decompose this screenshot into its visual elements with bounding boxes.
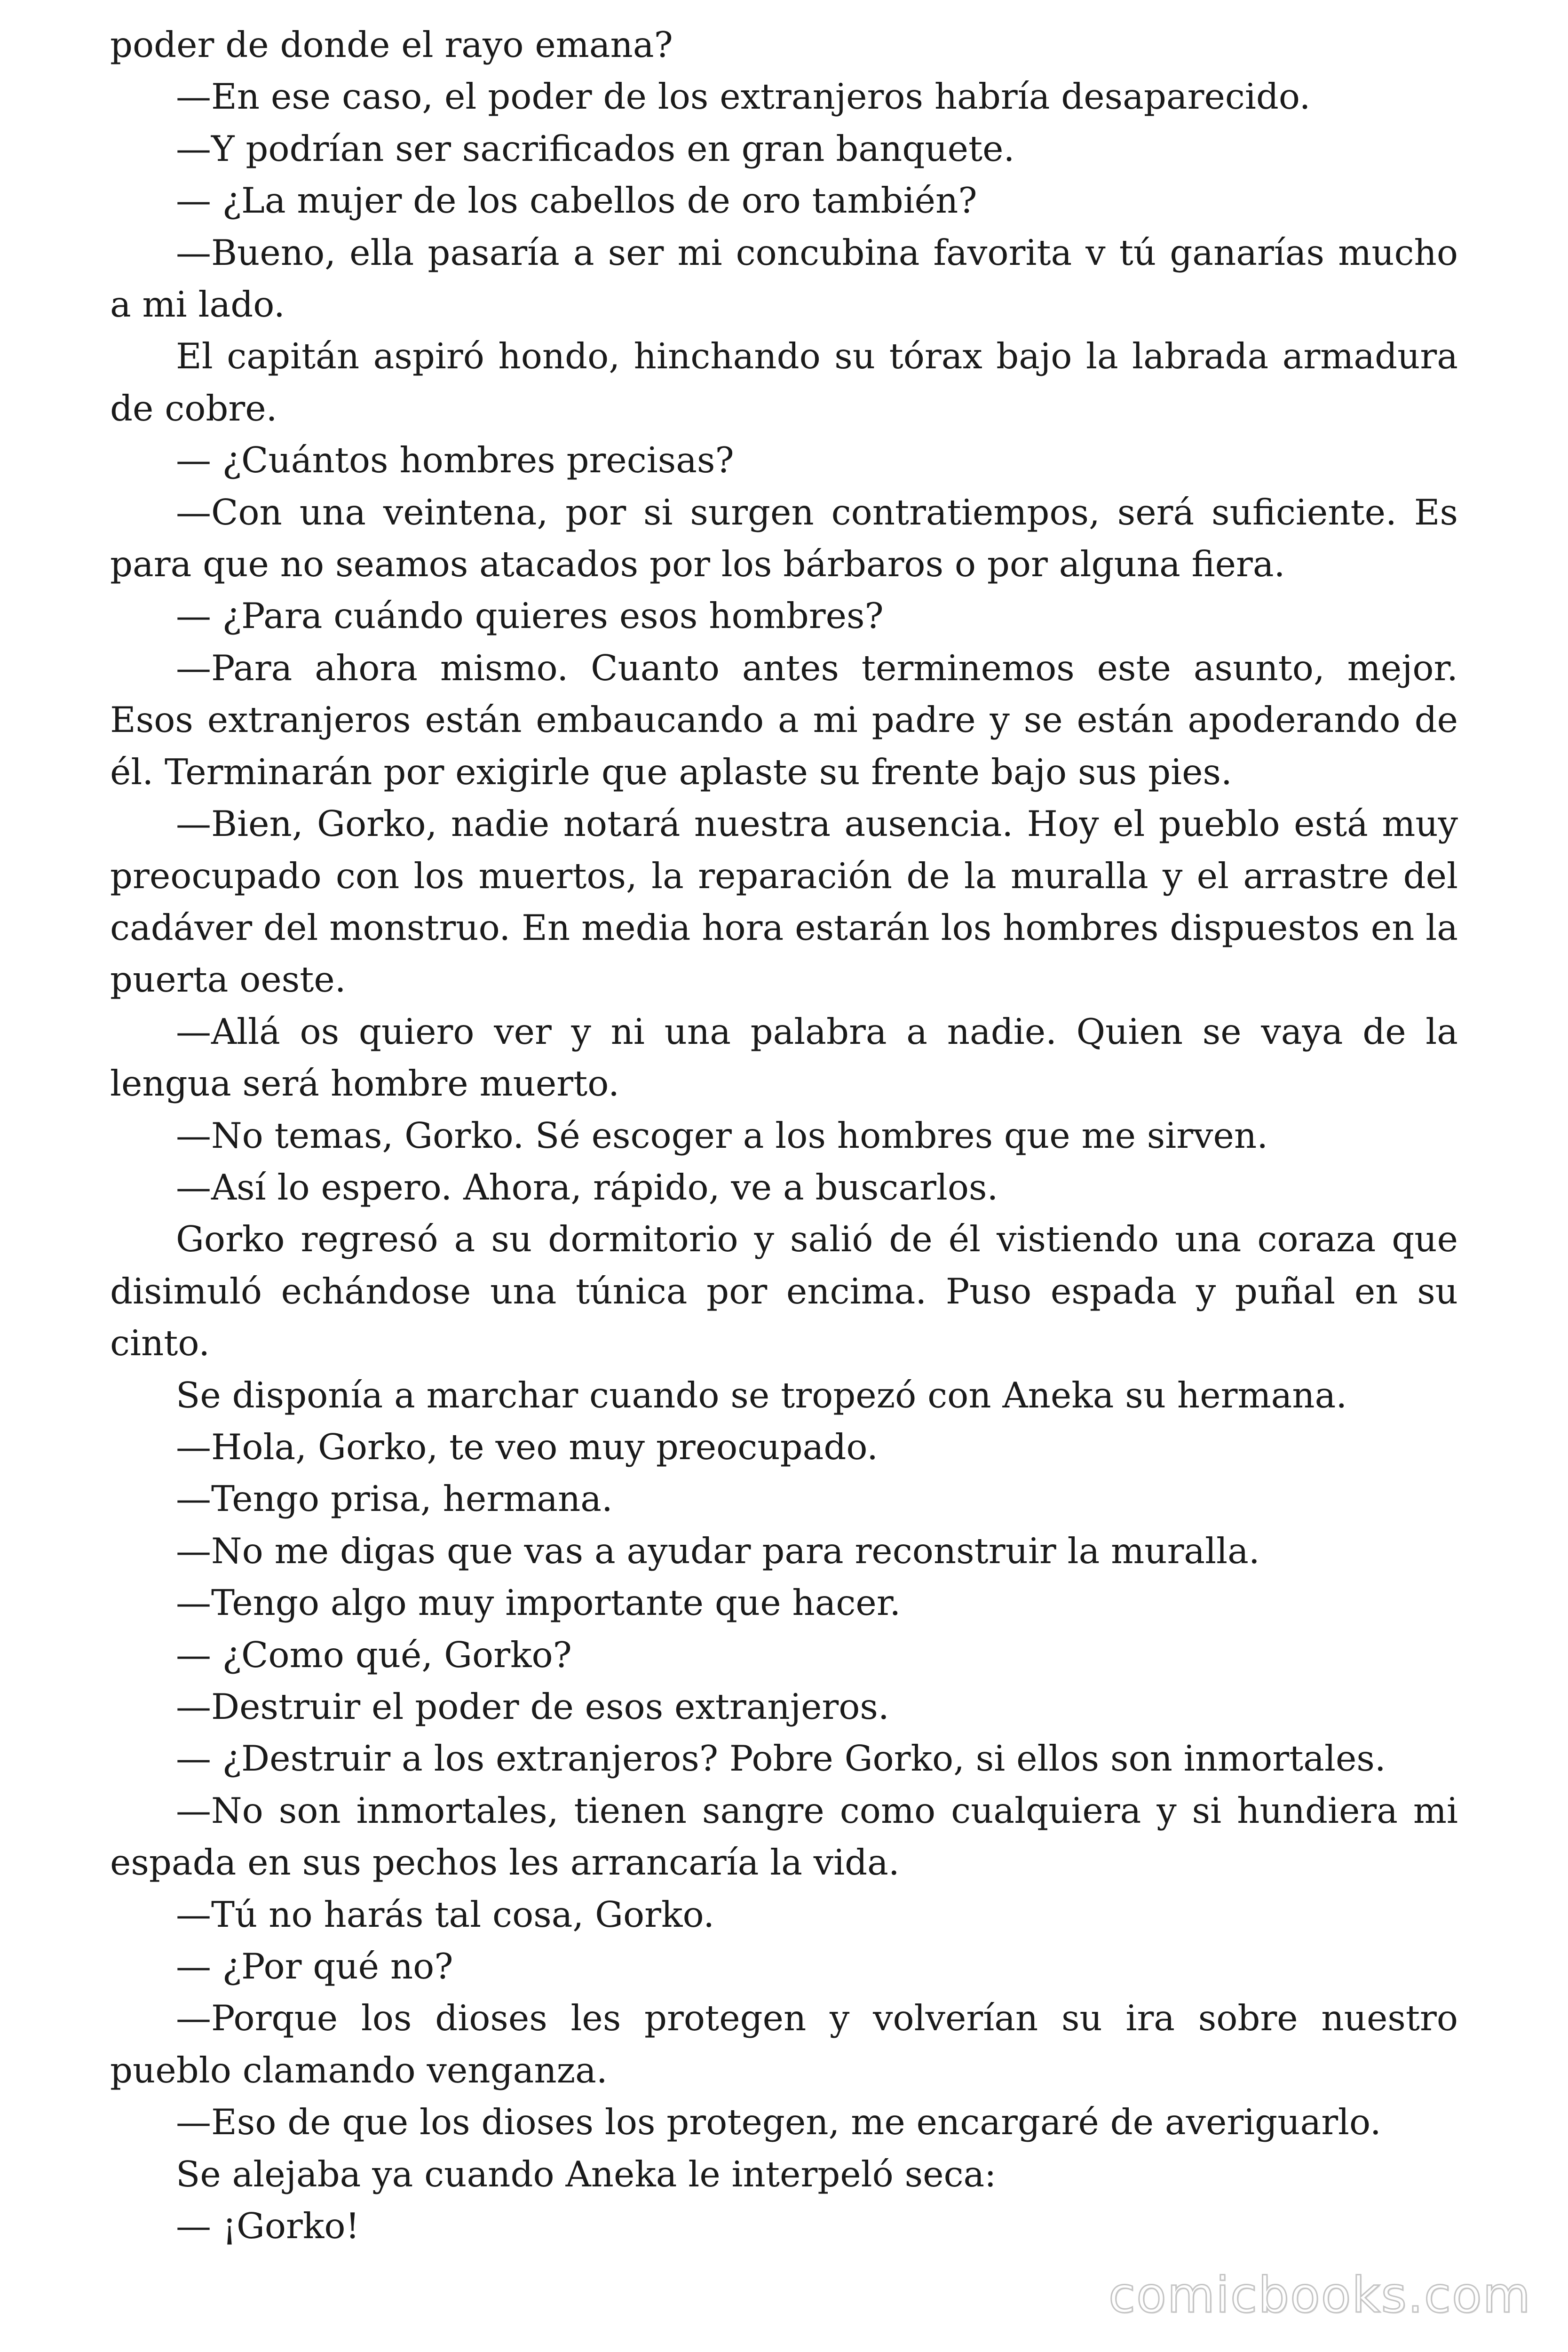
paragraph: El capitán aspiró hondo, hinchando su tórax bajo la labrada armadura de cobre. <box>110 335 1458 429</box>
paragraph: —Con una veintena, por si surgen contratiempos, será suficiente. Es para que no seamos atacados por los bárbaros o por alguna fiera. <box>110 491 1458 585</box>
paragraph: —No temas, Gorko. Sé escoger a los hombres que me sirven. <box>176 1114 1268 1156</box>
paragraph: — ¿Para cuándo quieres esos hombres? <box>176 595 884 637</box>
paragraph: Se disponía a marchar cuando se tropezó con Aneka su hermana. <box>176 1374 1347 1416</box>
paragraph: —Allá os quiero ver y ni una palabra a nadie. Quien se vaya de la lengua será hombre muerto. <box>110 1010 1458 1104</box>
paragraph: —Bien, Gorko, nadie notará nuestra ausencia. Hoy el pueblo está muy preocupado con los muertos, la reparación de la muralla y el arrastre del cadáver del monstruo. En media hora estarán los hombres dispuestos en la puerta oeste. <box>110 803 1458 1001</box>
paragraph: —Bueno, ella pasaría a ser mi concubina favorita v tú ganarías mucho a mi lado. <box>110 231 1458 326</box>
watermark: comicbooks.com <box>1108 2266 1531 2324</box>
paragraph: — ¿La mujer de los cabellos de oro también? <box>176 180 977 222</box>
paragraph: —Destruir el poder de esos extranjeros. <box>176 1686 889 1727</box>
paragraph: —Tú no harás tal cosa, Gorko. <box>176 1893 715 1935</box>
paragraph: Gorko regresó a su dormitorio y salió de él vistiendo una coraza que disimuló echándose una túnica por encima. Puso espada y puñal en su cinto. <box>110 1218 1458 1364</box>
paragraph: Se alejaba ya cuando Aneka le interpeló seca: <box>176 2153 997 2195</box>
paragraph: — ¿Cuántos hombres precisas? <box>176 439 734 481</box>
paragraph: —Porque los dioses les protegen y volverían su ira sobre nuestro pueblo clamando venganza. <box>110 1997 1458 2091</box>
paragraph: — ¡Gorko! <box>176 2205 360 2247</box>
paragraph: —No me digas que vas a ayudar para reconstruir la muralla. <box>176 1530 1260 1572</box>
paragraph: —Eso de que los dioses los protegen, me encargaré de averiguarlo. <box>176 2101 1381 2143</box>
paragraph: — ¿Destruir a los extranjeros? Pobre Gorko, si ellos son inmortales. <box>176 1738 1386 1780</box>
paragraph: —En ese caso, el poder de los extranjeros habría desaparecido. <box>176 76 1311 118</box>
paragraph: —No son inmortales, tienen sangre como cualquiera y si hundiera mi espada en sus pechos les arrancaría la vida. <box>110 1789 1458 1883</box>
paragraph: poder de donde el rayo emana? <box>110 24 673 65</box>
paragraph: —Para ahora mismo. Cuanto antes terminemos este asunto, mejor. Esos extranjeros están embaucando a mi padre y se están apoderando de él. Terminarán por exigirle que aplaste su frente bajo sus pies. <box>110 647 1458 793</box>
paragraph: — ¿Como qué, Gorko? <box>176 1634 572 1676</box>
paragraph: —Tengo algo muy importante que hacer. <box>176 1582 901 1624</box>
paragraph: —Hola, Gorko, te veo muy preocupado. <box>176 1426 879 1468</box>
paragraph: — ¿Por qué no? <box>176 1946 453 1987</box>
paragraph: —Y podrían ser sacrificados en gran banquete. <box>176 127 1015 169</box>
paragraph: —Así lo espero. Ahora, rápido, ve a buscarlos. <box>176 1166 998 1208</box>
book-page-text <box>110 19 1458 2252</box>
paragraph: —Tengo prisa, hermana. <box>176 1478 613 1520</box>
